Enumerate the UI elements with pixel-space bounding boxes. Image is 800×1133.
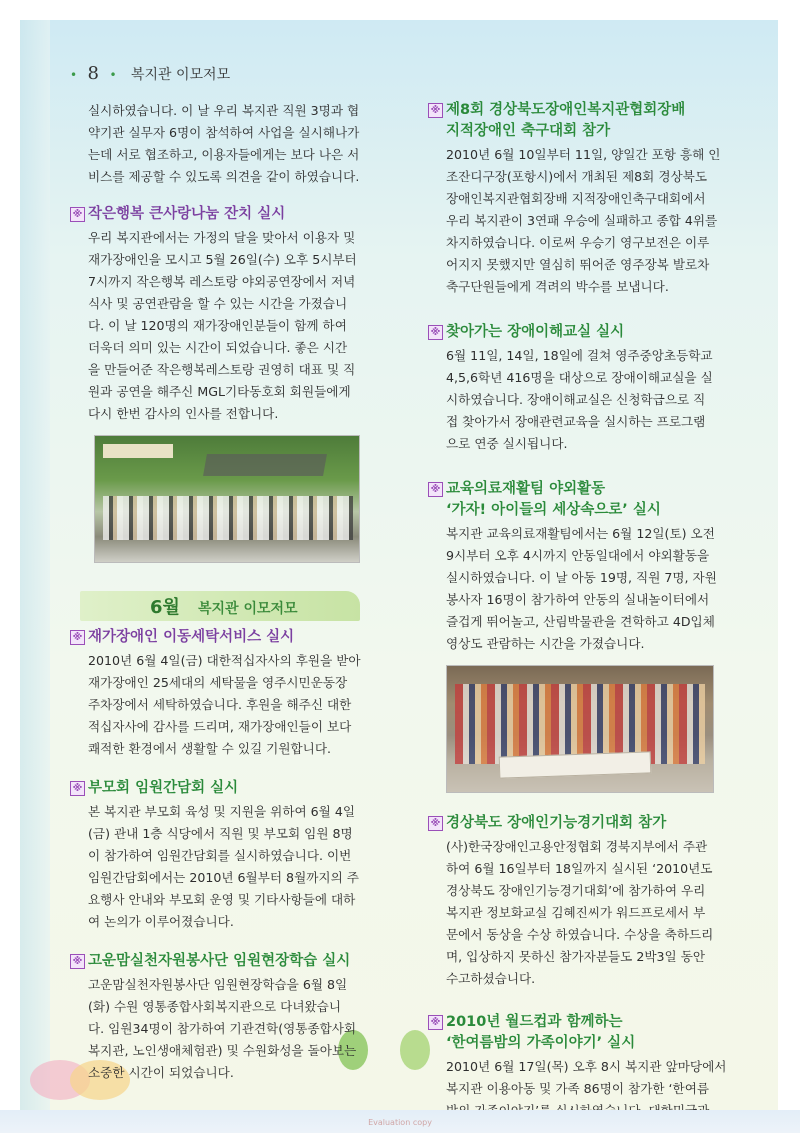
text-line: 2010년 6월 4일(금) 대한적십자사의 후원을 받아 — [88, 653, 361, 668]
right-column — [428, 78, 748, 1122]
section-heading-soccer-tournament — [428, 100, 748, 142]
text-line: 접 찾아가서 장애관련교육을 실시하는 프로그램 — [446, 414, 706, 429]
text-line: 우리 복지관에서는 가정의 달을 맞아서 이용자 및 — [88, 230, 356, 245]
text-line: 식사 및 공연관람을 할 수 있는 시간을 가졌습니 — [88, 296, 348, 311]
text-line: 약기관 실무자 6명이 참석하여 사업을 실시해나가 — [88, 125, 360, 140]
text-line: 장애인복지관협회장배 지적장애인축구대회에서 — [446, 191, 706, 206]
text-line: 원과 공연을 해주신 MGL기타동호회 회원들에게 — [88, 384, 351, 399]
text-line: 차지하였습니다. 이로써 우승기 영구보전은 이루 — [446, 235, 710, 250]
text-line: 요행사 안내와 부모회 운영 및 기타사항들에 대하 — [88, 892, 356, 907]
photo-banner — [499, 751, 652, 778]
page-header — [70, 63, 230, 84]
section-heading-disability-class — [428, 322, 748, 343]
header-bullet: • — [70, 68, 78, 82]
text-line: 4,5,6학년 416명을 대상으로 장애이해교실을 실 — [446, 370, 713, 385]
heading-text: 2010년 월드컵과 함께하는 — [446, 1014, 623, 1030]
text-line: 더욱더 의미 있는 시간이 되었습니다. 좋은 시간 — [88, 340, 348, 355]
text-line: 우리 복지관이 3연패 우승에 실패하고 종합 4위를 — [446, 213, 718, 228]
page-number: 8 — [87, 63, 99, 84]
text-line: 복지관, 노인생애체험관) 및 수원화성을 돌아보는 — [88, 1043, 357, 1058]
text-line: 복지관 교육의료재활팀에서는 6월 12일(토) 오전 — [446, 526, 715, 541]
text-line: 는데 서로 협조하고, 이용자들에게는 보다 나은 서 — [88, 147, 360, 162]
text-line: 봉사자 16명이 참가하여 안동의 실내놀이터에서 — [446, 592, 710, 607]
rice-mark-icon: ※ — [70, 207, 85, 222]
left-column — [70, 100, 390, 1084]
section-heading-laundry-service — [70, 627, 390, 648]
section-body — [88, 227, 390, 425]
text-line: 본 복지관 부모회 육성 및 지원을 위하여 6월 4일 — [88, 804, 356, 819]
heading-text: 작은행복 큰사랑나눔 잔치 실시 — [88, 206, 286, 222]
heading-text: ‘한여름밤의 가족이야기’ 실시 — [446, 1035, 636, 1051]
heading-text: 재가장애인 이동세탁서비스 실시 — [88, 629, 295, 645]
heading-text: 찾아가는 장애이해교실 실시 — [446, 324, 625, 340]
text-line: 으로 연중 실시됩니다. — [446, 436, 568, 451]
rice-mark-icon: ※ — [428, 482, 443, 497]
heading-text: ‘가자! 아이들의 세상속으로’ 실시 — [446, 502, 661, 518]
text-line: 6월 11일, 14일, 18일에 걸쳐 영주중앙초등학교 — [446, 348, 713, 363]
decorative-tree — [400, 1030, 430, 1070]
text-line: 복지관 이용아동 및 가족 86명이 참가한 ‘한여름 — [446, 1081, 710, 1096]
rice-mark-icon: ※ — [428, 1015, 443, 1030]
text-line: 며, 입상하지 못하신 참가자분들도 2박3일 동안 — [446, 949, 706, 964]
heading-text: 지적장애인 축구대회 참가 — [446, 123, 611, 139]
banner-month: 6월 — [150, 597, 180, 618]
text-line: 조잔디구장(포항시)에서 개최된 제8회 경상북도 — [446, 169, 707, 184]
rice-mark-icon: ※ — [428, 325, 443, 340]
event-photo-outdoor-dinner — [94, 435, 360, 563]
section-body — [446, 836, 748, 990]
heading-text: 경상북도 장애인기능경기대회 참가 — [446, 815, 667, 831]
footer-strip — [0, 1110, 800, 1133]
text-line: 고운맘실천자원봉사단 임원현장학습을 6월 8일 — [88, 977, 348, 992]
text-line: 소중한 시간이 되었습니다. — [88, 1065, 234, 1080]
page-title: 복지관 이모저모 — [130, 67, 231, 83]
text-line: 을 만들어준 작은행복레스토랑 권영히 대표 및 직 — [88, 362, 356, 377]
rice-mark-icon: ※ — [428, 103, 443, 118]
text-line: 축구단원들에게 격려의 박수를 보냅니다. — [446, 279, 669, 294]
photo-crowd — [103, 496, 353, 540]
rice-mark-icon: ※ — [70, 630, 85, 645]
group-photo-children — [446, 665, 714, 793]
banner-title: 복지관 이모저모 — [198, 601, 298, 617]
heading-text: 고운맘실천자원봉사단 임원현장학습 실시 — [88, 953, 351, 969]
june-news-banner — [80, 591, 360, 621]
photo-people — [455, 684, 705, 764]
text-line: 수고하셨습니다. — [446, 971, 536, 986]
text-line: 어지지 못했지만 열심히 뛰어준 영주장복 발로차 — [446, 257, 710, 272]
section-heading-family-night — [428, 1012, 748, 1054]
photo-sign — [103, 444, 173, 458]
text-line: 7시까지 작은행복 레스토랑 야외공연장에서 저녁 — [88, 274, 356, 289]
text-line: 임원간담회에서는 2010년 6월부터 8월까지의 주 — [88, 870, 359, 885]
photo-tent — [203, 454, 327, 476]
text-line: (금) 관내 1층 식당에서 직원 및 부모회 임원 8명 — [88, 826, 353, 841]
text-line: 즐겁게 뛰어놀고, 산림박물관을 견학하고 4D입체 — [446, 614, 715, 629]
text-line: 적십자사에 감사를 드리며, 재가장애인들이 보다 — [88, 719, 352, 734]
decorative-sky-strip — [20, 20, 50, 1110]
text-line: 다. 임원34명이 참가하여 기관견학(영통종합사회 — [88, 1021, 357, 1036]
intro-paragraph — [88, 100, 390, 188]
section-body — [88, 974, 390, 1084]
text-line: 쾌적한 환경에서 생활할 수 있길 기원합니다. — [88, 741, 331, 756]
section-body — [88, 650, 390, 760]
text-line: 이 참가하여 임원간담회를 실시하였습니다. 이번 — [88, 848, 352, 863]
text-line: 다. 이 날 120명의 재가장애인분들이 함께 하여 — [88, 318, 347, 333]
header-bullet: • — [109, 68, 117, 82]
text-line: 문에서 동상을 수상 하였습니다. 수상을 축하드리 — [446, 927, 714, 942]
text-line: 주차장에서 세탁하였습니다. 후원을 해주신 대한 — [88, 697, 352, 712]
section-heading-parents-meeting — [70, 778, 390, 799]
section-body — [88, 801, 390, 933]
text-line: 2010년 6월 10일부터 11일, 양일간 포항 흥해 인 — [446, 147, 721, 162]
text-line: 재가장애인 25세대의 세탁물을 영주시민운동장 — [88, 675, 348, 690]
section-body — [446, 345, 748, 455]
heading-text: 제8회 경상북도장애인복지관협회장배 — [446, 102, 686, 118]
text-line: 복지관 정보화교실 김혜진씨가 워드프로세서 부 — [446, 905, 706, 920]
section-heading-volunteer-field-trip — [70, 951, 390, 972]
text-line: 실시하였습니다. 이 날 아동 19명, 직원 7명, 자원 — [446, 570, 717, 585]
text-line: 9시부터 오후 4시까지 안동일대에서 야외활동을 — [446, 548, 710, 563]
rice-mark-icon: ※ — [70, 781, 85, 796]
rice-mark-icon: ※ — [428, 816, 443, 831]
rice-mark-icon: ※ — [70, 954, 85, 969]
text-line: (사)한국장애인고용안정협회 경북지부에서 주관 — [446, 839, 708, 854]
evaluation-watermark: Evaluation copy — [368, 1118, 432, 1127]
text-line: 여 논의가 이루어졌습니다. — [88, 914, 234, 929]
text-line: 다시 한번 감사의 인사를 전합니다. — [88, 406, 279, 421]
heading-text: 교육의료재활팀 야외활동 — [446, 481, 606, 497]
text-line: 실시하였습니다. 이 날 우리 복지관 직원 3명과 협 — [88, 103, 360, 118]
section-heading-outdoor-activity — [428, 479, 748, 521]
section-heading-skills-competition — [428, 813, 748, 834]
section-heading-small-happiness — [70, 204, 390, 225]
text-line: 경상북도 장애인기능경기대회’에 참가하여 우리 — [446, 883, 706, 898]
text-line: (화) 수원 영통종합사회복지관으로 다녀왔습니 — [88, 999, 341, 1014]
text-line: 하여 6월 16일부터 18일까지 실시된 ‘2010년도 — [446, 861, 713, 876]
section-body — [446, 144, 748, 298]
text-line: 영상도 관람하는 시간을 가졌습니다. — [446, 636, 645, 651]
text-line: 재가장애인을 모시고 5월 26일(수) 오후 5시부터 — [88, 252, 357, 267]
text-line: 2010년 6월 17일(목) 오후 8시 복지관 앞마당에서 — [446, 1059, 727, 1074]
text-line: 비스를 제공할 수 있도록 의견을 같이 하였습니다. — [88, 169, 360, 184]
heading-text: 부모회 임원간담회 실시 — [88, 780, 239, 796]
section-body — [446, 523, 748, 655]
text-line: 시하였습니다. 장애이해교실은 신청학급으로 직 — [446, 392, 706, 407]
